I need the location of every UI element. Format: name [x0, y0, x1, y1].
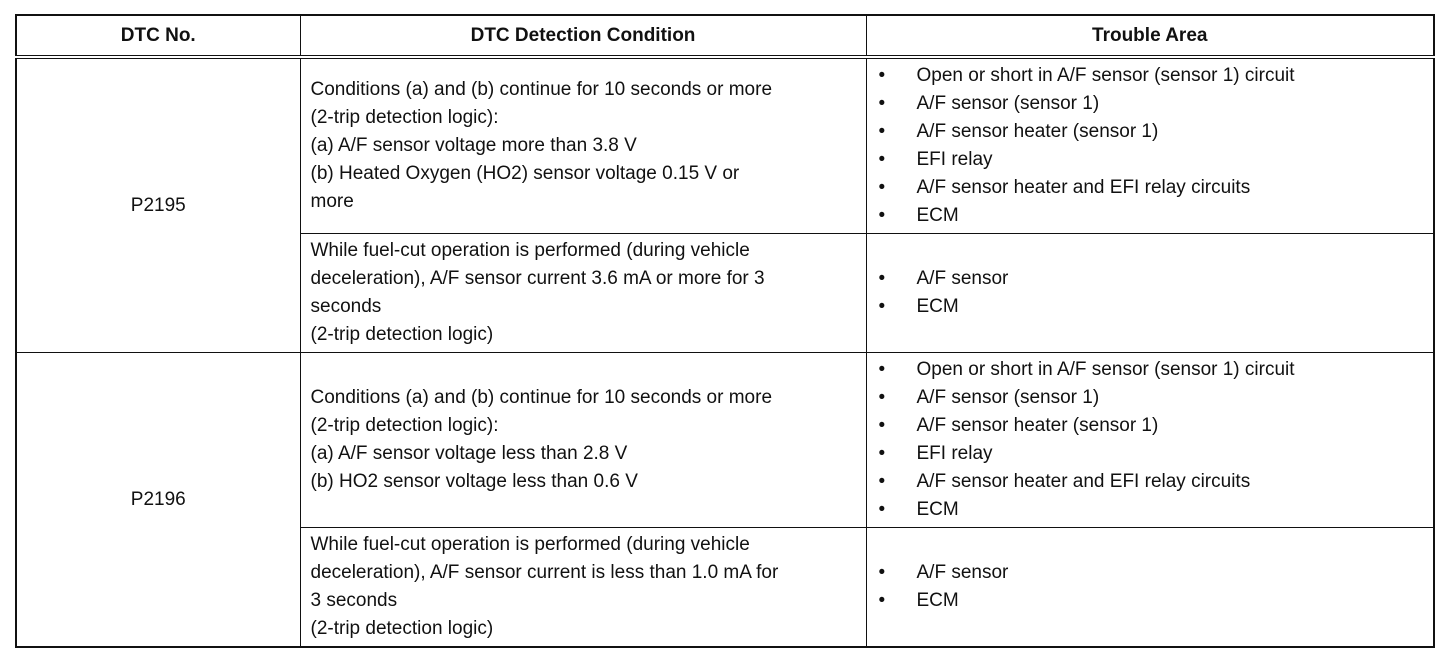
trouble-area-list	[867, 62, 1434, 230]
trouble-area-text: ECM	[916, 205, 959, 226]
table-row	[16, 57, 1434, 234]
list-item	[867, 202, 1434, 230]
list-item	[867, 265, 1434, 293]
trouble-area-text: Open or short in A/F sensor (sensor 1) circuit	[916, 359, 1295, 380]
condition-line: 3 seconds	[310, 590, 398, 611]
bullet-icon: •	[878, 415, 886, 436]
trouble-area-cell	[866, 234, 1434, 353]
list-item	[867, 559, 1434, 587]
condition-cell	[300, 353, 866, 528]
condition-line: (a) A/F sensor voltage more than 3.8 V	[310, 135, 637, 156]
trouble-area-text: Open or short in A/F sensor (sensor 1) circuit	[916, 65, 1295, 86]
trouble-area-cell	[866, 353, 1434, 528]
list-item	[867, 587, 1434, 615]
bullet-icon: •	[878, 359, 886, 380]
trouble-area-text: EFI relay	[916, 149, 993, 170]
header-row	[16, 15, 1434, 57]
condition-cell	[300, 57, 866, 234]
condition-line: (2-trip detection logic)	[310, 618, 494, 639]
dtc-code-cell: P2196	[16, 353, 300, 648]
trouble-area-list	[867, 559, 1434, 615]
condition-line: (2-trip detection logic):	[310, 415, 499, 436]
list-item	[867, 293, 1434, 321]
trouble-area-list	[867, 356, 1434, 524]
list-item	[867, 90, 1434, 118]
list-item	[867, 62, 1434, 90]
bullet-icon: •	[878, 65, 886, 86]
trouble-area-text: A/F sensor (sensor 1)	[916, 387, 1100, 408]
condition-line: more	[310, 191, 354, 212]
bullet-icon: •	[878, 471, 886, 492]
condition-line: (b) Heated Oxygen (HO2) sensor voltage 0.15 V or	[310, 163, 740, 184]
dtc-code-cell: P2195	[16, 57, 300, 353]
list-item	[867, 356, 1434, 384]
bullet-icon: •	[878, 590, 886, 611]
bullet-icon: •	[878, 93, 886, 114]
list-item	[867, 174, 1434, 202]
list-item	[867, 496, 1434, 524]
list-item	[867, 118, 1434, 146]
header-trouble-area: Trouble Area	[866, 15, 1434, 57]
condition-line: deceleration), A/F sensor current is less than 1.0 mA for	[310, 562, 779, 583]
trouble-area-text: ECM	[916, 499, 959, 520]
list-item	[867, 440, 1434, 468]
table-row	[16, 353, 1434, 528]
list-item	[867, 412, 1434, 440]
bullet-icon: •	[878, 562, 886, 583]
bullet-icon: •	[878, 205, 886, 226]
bullet-icon: •	[878, 268, 886, 289]
trouble-area-text: A/F sensor heater and EFI relay circuits	[916, 471, 1251, 492]
condition-cell	[300, 234, 866, 353]
condition-line: (a) A/F sensor voltage less than 2.8 V	[310, 443, 628, 464]
trouble-area-cell	[866, 528, 1434, 648]
trouble-area-text: ECM	[916, 590, 959, 611]
header-detection-condition: DTC Detection Condition	[300, 15, 866, 57]
trouble-area-text: A/F sensor heater (sensor 1)	[916, 121, 1159, 142]
condition-line: deceleration), A/F sensor current 3.6 mA or more for 3	[310, 268, 765, 289]
trouble-area-text: A/F sensor heater and EFI relay circuits	[916, 177, 1251, 198]
dtc-table	[15, 14, 1435, 648]
list-item	[867, 384, 1434, 412]
trouble-area-cell	[866, 57, 1434, 234]
condition-line: (2-trip detection logic)	[310, 324, 494, 345]
trouble-area-text: A/F sensor	[916, 562, 1009, 583]
trouble-area-text: EFI relay	[916, 443, 993, 464]
condition-line: seconds	[310, 296, 382, 317]
list-item	[867, 468, 1434, 496]
bullet-icon: •	[878, 443, 886, 464]
condition-cell	[300, 528, 866, 648]
bullet-icon: •	[878, 121, 886, 142]
bullet-icon: •	[878, 387, 886, 408]
trouble-area-list	[867, 265, 1434, 321]
trouble-area-text: A/F sensor (sensor 1)	[916, 93, 1100, 114]
bullet-icon: •	[878, 149, 886, 170]
trouble-area-text: A/F sensor	[916, 268, 1009, 289]
bullet-icon: •	[878, 177, 886, 198]
bullet-icon: •	[878, 499, 886, 520]
condition-line: Conditions (a) and (b) continue for 10 seconds or more	[310, 79, 773, 100]
condition-line: (2-trip detection logic):	[310, 107, 499, 128]
condition-line: While fuel-cut operation is performed (during vehicle	[310, 240, 750, 261]
trouble-area-text: ECM	[916, 296, 959, 317]
bullet-icon: •	[878, 296, 886, 317]
list-item	[867, 146, 1434, 174]
header-dtc-no: DTC No.	[16, 15, 300, 57]
trouble-area-text: A/F sensor heater (sensor 1)	[916, 415, 1159, 436]
condition-line: Conditions (a) and (b) continue for 10 seconds or more	[310, 387, 773, 408]
condition-line: (b) HO2 sensor voltage less than 0.6 V	[310, 471, 638, 492]
condition-line: While fuel-cut operation is performed (during vehicle	[310, 534, 750, 555]
